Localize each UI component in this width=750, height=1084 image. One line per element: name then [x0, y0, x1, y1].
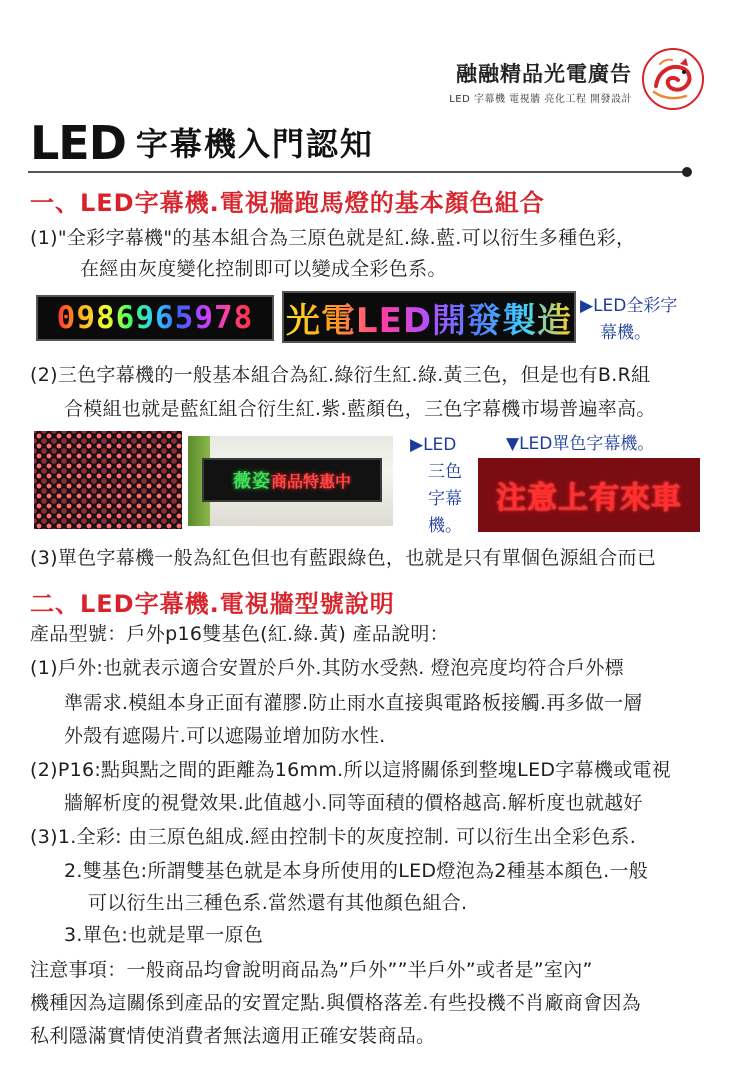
title-divider-dot — [682, 167, 692, 177]
mono-caption: ▼LED單色字幕機。 — [506, 434, 655, 454]
led-panel-number — [36, 295, 274, 341]
tricolor-caption-2: 三色 — [428, 462, 462, 482]
page-title-rest: 字幕機入門認知 — [135, 125, 374, 163]
section1-p2-line2: 合模組也就是藍紅組合衍生紅.紫.藍顏色，三色字幕機市場普遍率高。 — [64, 398, 656, 420]
section1-p2-line1: (2)三色字幕機的一般基本組合為紅.綠衍生紅.綠.黃三色，但是也有B.R組 — [30, 364, 651, 386]
note-line-2: 機種因為這關係到產品的安置定點.與價格落差.有些投機不肖廠商會因為 — [30, 992, 641, 1014]
tricolor-sign-red-text: 商品特惠中 — [270, 471, 351, 491]
brand-name: 融融精品光電廣告 — [456, 62, 632, 86]
dragon-logo-icon — [640, 46, 706, 112]
section1-p3: (3)單色字幕機一般為紅色但也有藍跟綠色，也就是只有單個色源組合而已 — [30, 547, 657, 569]
led-dot-matrix-image — [34, 431, 182, 529]
spec-line-8: 可以衍生出三種色系.當然還有其他顏色組合. — [88, 892, 468, 914]
spec-line-9: 3.單色:也就是單一原色 — [64, 924, 264, 946]
spec-line-5: 牆解析度的視覺效果.此值越小.同等面積的價格越高.解析度也就越好 — [64, 792, 643, 814]
mono-sign-text: 注意上有來車 — [496, 481, 682, 516]
fullcolor-caption-line1: ▶LED全彩字 — [580, 296, 678, 316]
page-title-led: LED — [30, 116, 126, 170]
section1-p1-line2: 在經由灰度變化控制即可以變成全彩色系。 — [80, 258, 447, 280]
page-title — [30, 116, 374, 170]
tricolor-sign-board — [202, 458, 382, 502]
brand-subtitle: LED 字幕機 電視牆 亮化工程 開發設計 — [449, 94, 632, 105]
fullcolor-caption-line2: 幕機。 — [600, 323, 651, 343]
tricolor-sign-image — [188, 436, 393, 526]
tricolor-caption-1: ▶LED — [410, 435, 457, 455]
model-line: 產品型號：戶外p16雙基色(紅.綠.黃) 產品說明： — [30, 623, 449, 645]
section1-heading: 一、LED字幕機.電視牆跑馬燈的基本顏色組合 — [30, 189, 545, 217]
tricolor-caption-3: 字幕 — [428, 489, 462, 509]
tricolor-caption-4: 機。 — [428, 516, 462, 536]
note-line-3: 私利隱滿實情使消費者無法適用正確安裝商品。 — [30, 1025, 436, 1047]
spec-line-2: 準需求.模組本身正面有灌膠.防止雨水直接與電路板接觸.再多做一層 — [64, 692, 643, 714]
title-divider — [28, 171, 686, 173]
spec-line-6: (3)1.全彩: 由三原色組成.經由控制卡的灰度控制. 可以衍生出全彩色系. — [30, 826, 637, 848]
tricolor-sign-green-text: 薇姿 — [232, 471, 271, 492]
led-panel-number-text: 0986965978 — [56, 300, 254, 336]
section1-p1-line1: (1)"全彩字幕機"的基本組合為三原色就是紅.綠.藍.可以衍生多種色彩， — [30, 227, 636, 249]
spec-line-3: 外殼有遮陽片.可以遮陽並增加防水性. — [64, 725, 386, 747]
spec-line-7: 2.雙基色:所謂雙基色就是本身所使用的LED燈泡為2種基本顏色.一般 — [64, 860, 649, 882]
mono-sign-image — [478, 458, 700, 532]
spec-line-1: (1)戶外:也就表示適合安置於戶外.其防水受熱. 燈泡亮度均符合戶外標 — [30, 657, 624, 679]
spec-line-4: (2)P16:點與點之間的距離為16mm.所以這將關係到整塊LED字幕機或電視 — [30, 759, 672, 781]
note-line-1: 注意事項：一般商品均會說明商品為”戶外””半戶外”或者是”室內” — [30, 959, 593, 981]
led-panel-fullcolor — [282, 291, 576, 343]
led-panel-fullcolor-text: 光電LED開發製造 — [286, 293, 572, 342]
section2-heading: 二、LED字幕機.電視牆型號說明 — [30, 590, 395, 618]
